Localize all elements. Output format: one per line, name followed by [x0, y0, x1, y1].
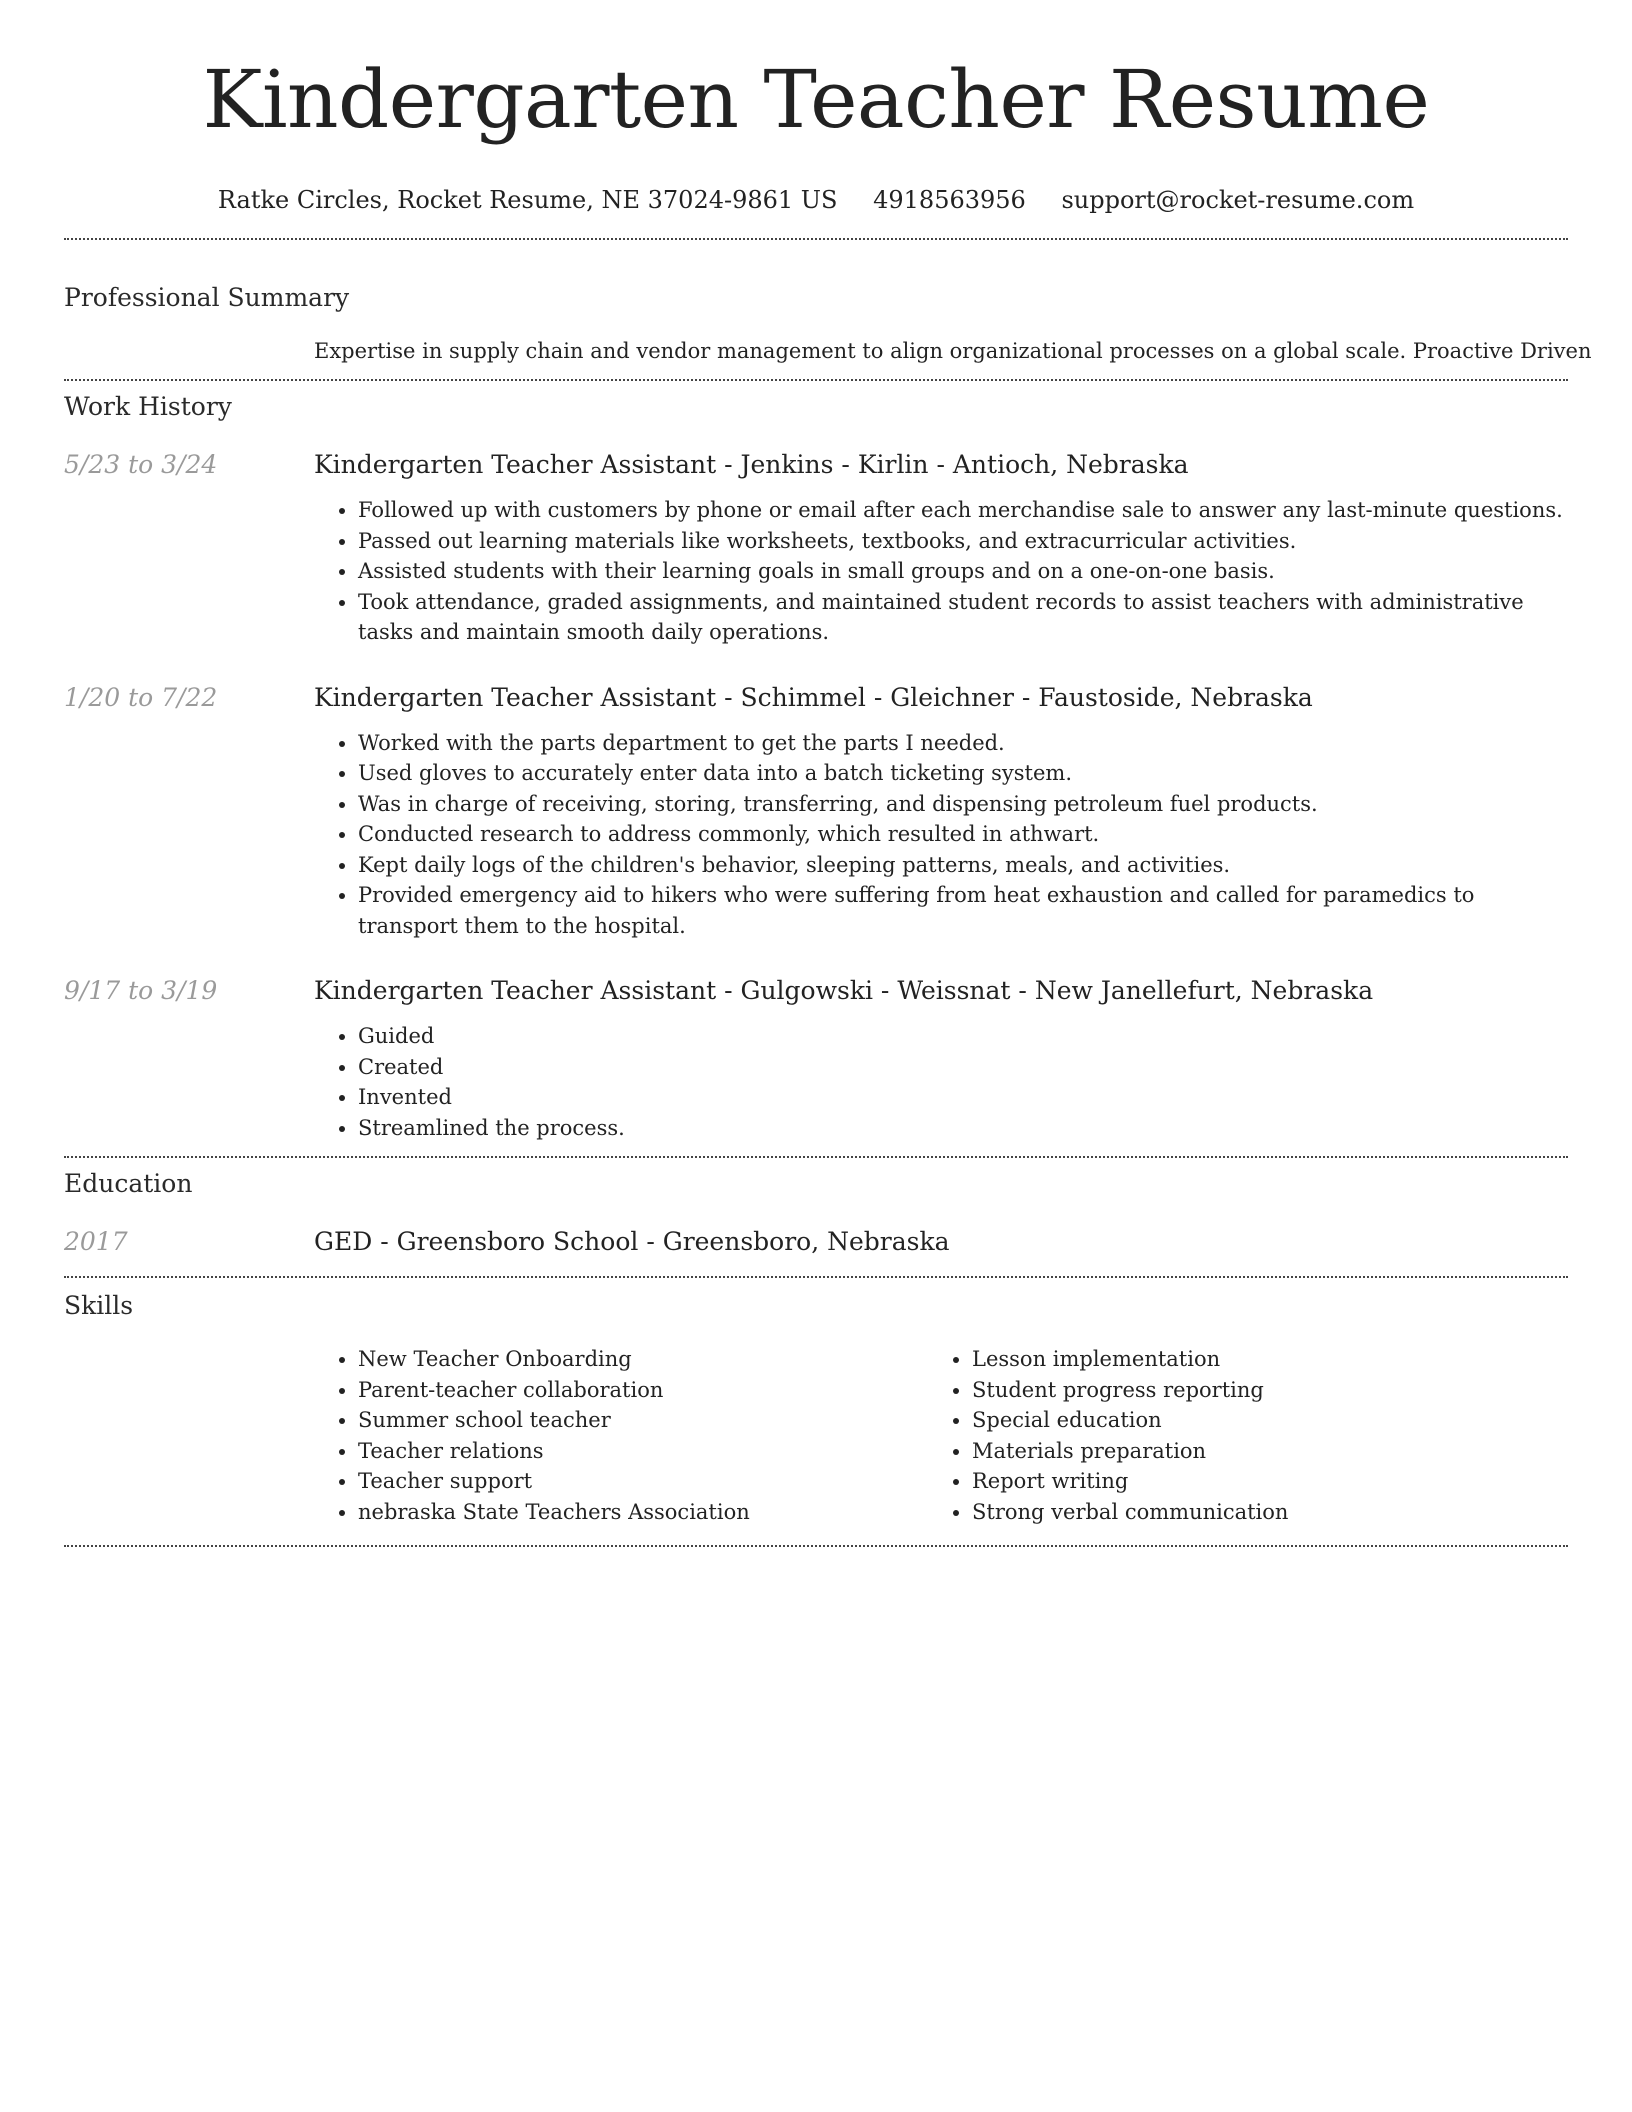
list-item: • Kept daily logs of the children's behavior, sleeping patterns, meals, and activities.	[358, 850, 1568, 881]
job-dates: 9/17 to 3/19	[64, 976, 218, 1005]
skills-list-left	[314, 1344, 928, 1527]
contact-address: Ratke Circles, Rocket Resume, NE 37024-9861 US	[217, 186, 838, 214]
list-item: • Strong verbal communication	[972, 1497, 1542, 1528]
list-item: • Special education	[972, 1405, 1542, 1436]
resume-title: Kindergarten Teacher Resume	[202, 53, 1430, 146]
education-year: 2017	[64, 1227, 128, 1256]
skills-heading: Skills	[64, 1291, 134, 1320]
list-item: • Followed up with customers by phone or email after each merchandise sale to answer any last-minute questions.	[358, 495, 1568, 526]
summary-heading: Professional Summary	[64, 283, 350, 312]
list-item: • Lesson implementation	[972, 1344, 1542, 1375]
education-heading: Education	[64, 1169, 193, 1198]
skills-left-spacer	[64, 1344, 314, 1527]
job-bullets	[314, 1021, 1568, 1143]
job-details: - Schimmel - Gleichner - Faustoside, Nebraska	[716, 682, 1313, 712]
list-item: • Assisted students with their learning goals in small groups and on a one-on-one basis.	[358, 556, 1568, 587]
resume-page	[64, 0, 1592, 1547]
job-details: - Jenkins - Kirlin - Antioch, Nebraska	[716, 450, 1189, 479]
contact-email: support@rocket-resume.com	[1061, 186, 1415, 214]
summary-row	[64, 336, 1592, 366]
list-item: • Was in charge of receiving, storing, transferring, and dispensing petroleum fuel products.	[358, 789, 1568, 820]
list-item: • Student progress reporting	[972, 1375, 1542, 1406]
list-item: • Took attendance, graded assignments, and maintained student records to assist teachers with administrative tasks and maintain smooth daily operations.	[358, 587, 1568, 648]
list-item: • Invented	[358, 1082, 1568, 1113]
section-divider	[64, 238, 1568, 240]
list-item: • Materials preparation	[972, 1436, 1542, 1467]
section-divider	[64, 379, 1568, 381]
skills-list-right	[928, 1344, 1542, 1527]
list-item: • Teacher relations	[358, 1436, 928, 1467]
job-details: - Gulgowski - Weissnat - New Janellefurt, Nebraska	[716, 976, 1374, 1005]
list-item: • Created	[358, 1052, 1568, 1083]
list-item: • Provided emergency aid to hikers who were suffering from heat exhaustion and called for paramedics to transport them to the hospital.	[358, 880, 1568, 941]
section-divider	[64, 1545, 1568, 1547]
contact-line	[64, 180, 1568, 220]
job-role: Kindergarten Teacher Assistant	[314, 682, 717, 712]
summary-left-spacer	[64, 336, 314, 366]
list-item: • nebraska State Teachers Association	[358, 1497, 928, 1528]
list-item: • Report writing	[972, 1466, 1542, 1497]
job-entry	[64, 682, 1568, 942]
job-title	[314, 975, 1568, 1007]
job-bullets	[314, 495, 1568, 648]
list-item: • Teacher support	[358, 1466, 928, 1497]
education-row	[64, 1226, 1568, 1258]
list-item: • Guided	[358, 1021, 1568, 1052]
education-entry: GED - Greensboro School - Greensboro, Nebraska	[314, 1227, 950, 1256]
list-item: • New Teacher Onboarding	[358, 1344, 928, 1375]
job-bullets	[314, 728, 1568, 942]
job-role: Kindergarten Teacher Assistant	[314, 976, 717, 1005]
job-dates: 1/20 to 7/22	[64, 682, 218, 712]
list-item: • Summer school teacher	[358, 1405, 928, 1436]
section-divider	[64, 1276, 1568, 1278]
work-history-list	[64, 449, 1568, 1143]
list-item: • Streamlined the process.	[358, 1113, 1568, 1144]
work-heading: Work History	[64, 392, 232, 421]
job-entry	[64, 975, 1568, 1143]
list-item: • Used gloves to accurately enter data into a batch ticketing system.	[358, 758, 1568, 789]
job-role: Kindergarten Teacher Assistant	[314, 450, 717, 479]
job-dates: 5/23 to 3/24	[64, 450, 218, 479]
contact-phone: 4918563956	[873, 186, 1026, 214]
job-entry	[64, 449, 1568, 648]
list-item: • Parent-teacher collaboration	[358, 1375, 928, 1406]
section-divider	[64, 1156, 1568, 1158]
summary-text: Expertise in supply chain and vendor management to align organizational processes on a global scale. Proactive Driven	[314, 339, 1592, 363]
job-title	[314, 449, 1568, 481]
list-item: • Worked with the parts department to get the parts I needed.	[358, 728, 1568, 759]
list-item: • Passed out learning materials like worksheets, textbooks, and extracurricular activities.	[358, 526, 1568, 557]
job-title	[314, 682, 1568, 714]
list-item: • Conducted research to address commonly, which resulted in athwart.	[358, 819, 1568, 850]
skills-row	[64, 1344, 1568, 1527]
